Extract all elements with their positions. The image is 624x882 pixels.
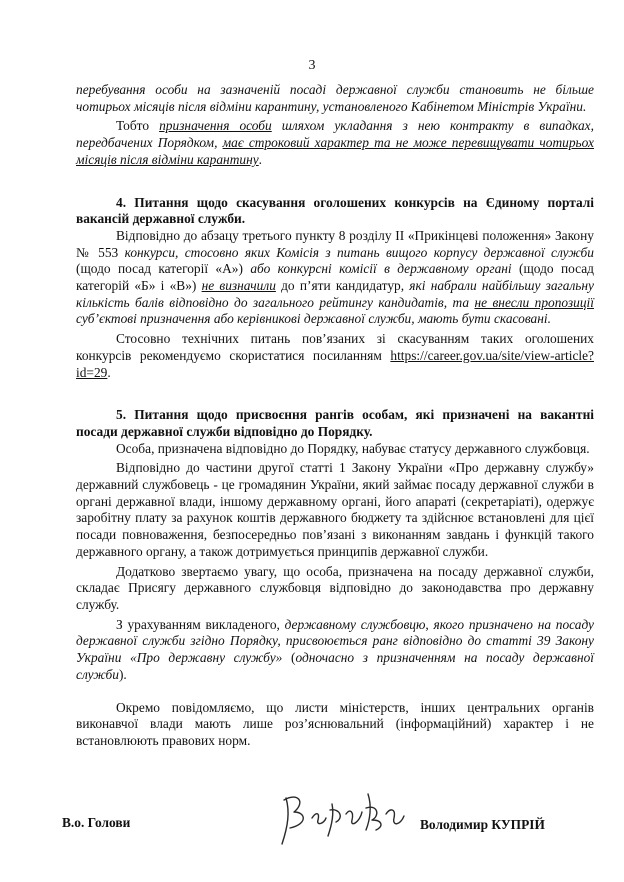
section-4-paragraph-2: Стосовно технічних питань пов’язаних зі скасуванням таких оголошених конкурсів рекомендуємо скористатися посиланням https://career.gov.ua/site/view-article?id=29.: [76, 331, 594, 380]
section-5-paragraph-2: Відповідно до частини другої статті 1 Закону України «Про державну службу» державний службовець - це громадянин України, який займає посаду державної служби в органі державної влади, іншому державному органі, його апараті (секретаріаті), одержує заробітну плату за рахунок коштів державного бюджету та здійснює встановлені для цієї посади повноваження, безпосередньо пов’язані з виконанням завдань і функцій такого державного органу, а також дотримується принципів державної служби.: [76, 460, 594, 559]
handwritten-signature: [268, 778, 418, 848]
section-4-heading: 4. Питання щодо скасування оголошених конкурсів на Єдиному порталі вакансій державної служби.: [76, 194, 594, 227]
letter-body: [76, 82, 594, 750]
section-5-heading: 5. Питання щодо присвоєння рангів особам, які призначені на вакантні посади державної служби відповідно до Порядку.: [76, 407, 594, 439]
section-4-paragraph-1: Відповідно до абзацу третього пункту 8 розділу II «Прикінцеві положення» Закону № 553 конкурси, стосовно яких Комісія з питань вищого корпусу державної служби (щодо посад категорії «А») або конкурсні комісії в державному органі (щодо посад категорій «Б» і «В») не визначили до п’яти кандидатур, які набрали найбільшу загальну кількість балів відповідно до загального рейтингу кандидатів, та не внесли пропозиції суб’єктові призначення або керівникові державної служби, мають бути скасовані.: [76, 227, 594, 327]
career-portal-link[interactable]: https://career.gov.ua/site/view-article?id=29: [76, 347, 594, 380]
paragraph-appointment-term: Тобто призначення особи шляхом укладання з нею контракту в випадках, передбачених Порядком, має строковий характер та не може перевищувати чотирьох місяців після відміни карантину.: [76, 118, 595, 167]
section-5-paragraph-3: Додатково звертаємо увагу, що особа, призначена на посаду державної служби, складає Присягу державного службовця відповідно до законодавства про державну службу.: [76, 563, 594, 612]
section-5-paragraph-1: Особа, призначена відповідно до Порядку, набуває статусу державного службовця.: [116, 440, 590, 456]
signatory-title: В.о. Голови: [62, 815, 131, 830]
closing-paragraph: Окремо повідомляємо, що листи міністерств, інших центральних органів виконавчої влади мають лише роз’яснювальний (інформаційний) характер і не встановлюють правових норм.: [76, 699, 594, 748]
page-number: 3: [308, 58, 316, 73]
section-5-paragraph-4: З урахуванням викладеного, державному службовцю, якого призначено на посаду державної служби згідно Порядку, присвоюється ранг відповідно до статті 39 Закону України «Про державну службу» (одночасно з призначенням на посаду державної служби).: [76, 616, 594, 682]
signatory-name: Володимир КУПРІЙ: [420, 817, 545, 832]
paragraph-continuation: перебування особи на зазначеній посаді державної служби становить не більше чотирьох місяців після відміни карантину, установленого Кабінетом Міністрів України.: [76, 82, 594, 114]
